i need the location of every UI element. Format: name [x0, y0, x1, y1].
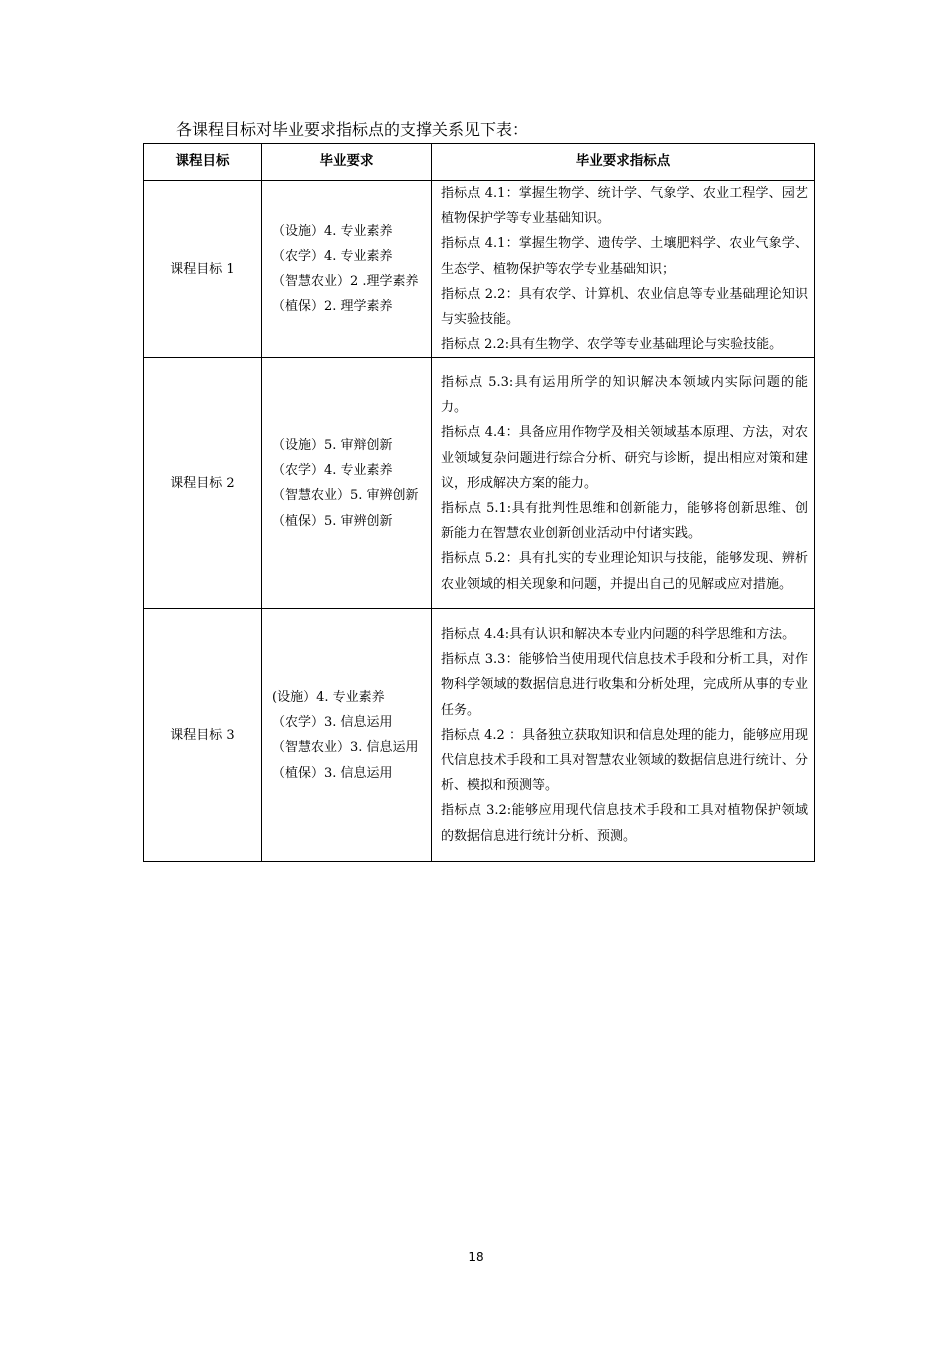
table-row [144, 609, 815, 862]
indicator-item: 指标点 5.3:具有运用所学的知识解决本领域内实际问题的能力。 [441, 375, 808, 416]
requirement-item: （农学）3. 信息运用 [272, 715, 393, 731]
indicator-item: 指标点 3.2:能够应用现代信息技术手段和工具对植物保护领域的数据信息进行统计分析、预测。 [441, 803, 808, 844]
requirements-cell [262, 181, 432, 358]
course-goal-cell: 课程目标 1 [144, 181, 262, 358]
page-number: 18 [468, 1250, 484, 1264]
header-course-goal: 课程目标 [144, 144, 262, 181]
indicators-cell [432, 358, 815, 609]
indicator-item: 指标点 5.2：具有扎实的专业理论知识与技能，能够发现、辨析农业领域的相关现象和问题，并提出自己的见解或应对措施。 [441, 551, 808, 592]
requirement-item: （智慧农业）5. 审辨创新 [272, 488, 419, 504]
indicator-item: 指标点 4.4:具有认识和解决本专业内问题的科学思维和方法。 [441, 627, 796, 642]
indicators-cell [432, 181, 815, 358]
requirement-item: （设施）4. 专业素养 [272, 223, 393, 239]
indicators-cell [432, 609, 815, 862]
indicator-item: 指标点 4.1：掌握生物学、遗传学、土壤肥料学、农业气象学、生态学、植物保护等农学专业基础知识； [441, 236, 808, 277]
indicator-item: 指标点 4.1：掌握生物学、统计学、气象学、农业工程学、园艺植物保护学等专业基础知识。 [441, 186, 808, 227]
requirement-item: （农学）4. 专业素养 [272, 249, 393, 264]
table-header-row [144, 144, 815, 181]
requirement-item: （智慧农业）3. 信息运用 [272, 740, 419, 756]
indicator-item: 指标点 4.4：具备应用作物学及相关领域基本原理、方法，对农业领域复杂问题进行综合分析、研究与诊断，提出相应对策和建议，形成解决方案的能力。 [441, 425, 808, 491]
indicator-item: 指标点 2.2：具有农学、计算机、农业信息等专业基础理论知识与实验技能。 [441, 286, 808, 328]
course-goal-cell: 课程目标 2 [144, 358, 262, 609]
requirement-item: （植保）2. 理学素养 [272, 299, 393, 315]
requirements-cell [262, 358, 432, 609]
requirement-item: （设施）5. 审辩创新 [272, 438, 393, 454]
requirement-item: （植保）5. 审辨创新 [272, 513, 393, 529]
indicator-item: 指标点 3.3：能够恰当使用现代信息技术手段和分析工具，对作物科学领域的数据信息进行收集和分析处理，完成所从事的专业任务。 [441, 652, 808, 718]
header-indicator-points: 毕业要求指标点 [432, 144, 815, 181]
requirements-cell [262, 609, 432, 862]
requirement-item: （智慧农业）2 .理学素养 [272, 274, 419, 290]
indicator-item: 指标点 4.2 ：具备独立获取知识和信息处理的能力，能够应用现代信息技术手段和工具对智慧农业领域的数据信息进行统计、分析、模拟和预测等。 [441, 727, 808, 794]
requirement-item: （植保）3. 信息运用 [272, 765, 393, 781]
course-goal-cell: 课程目标 3 [144, 609, 262, 862]
requirement-item: （农学）4. 专业素养 [272, 463, 393, 479]
header-graduation-requirement: 毕业要求 [262, 144, 432, 181]
support-relationship-table [143, 143, 815, 862]
table-row [144, 181, 815, 358]
requirement-item: (设施）4. 专业素养 [272, 690, 385, 706]
table-row [144, 358, 815, 609]
indicator-item: 指标点 2.2:具有生物学、农学等专业基础理论与实验技能。 [441, 337, 783, 353]
table-intro-text: 各课程目标对毕业要求指标点的支撑关系见下表： [176, 120, 529, 139]
indicator-item: 指标点 5.1:具有批判性思维和创新能力，能够将创新思维、创新能力在智慧农业创新创业活动中付诸实践。 [441, 501, 808, 542]
